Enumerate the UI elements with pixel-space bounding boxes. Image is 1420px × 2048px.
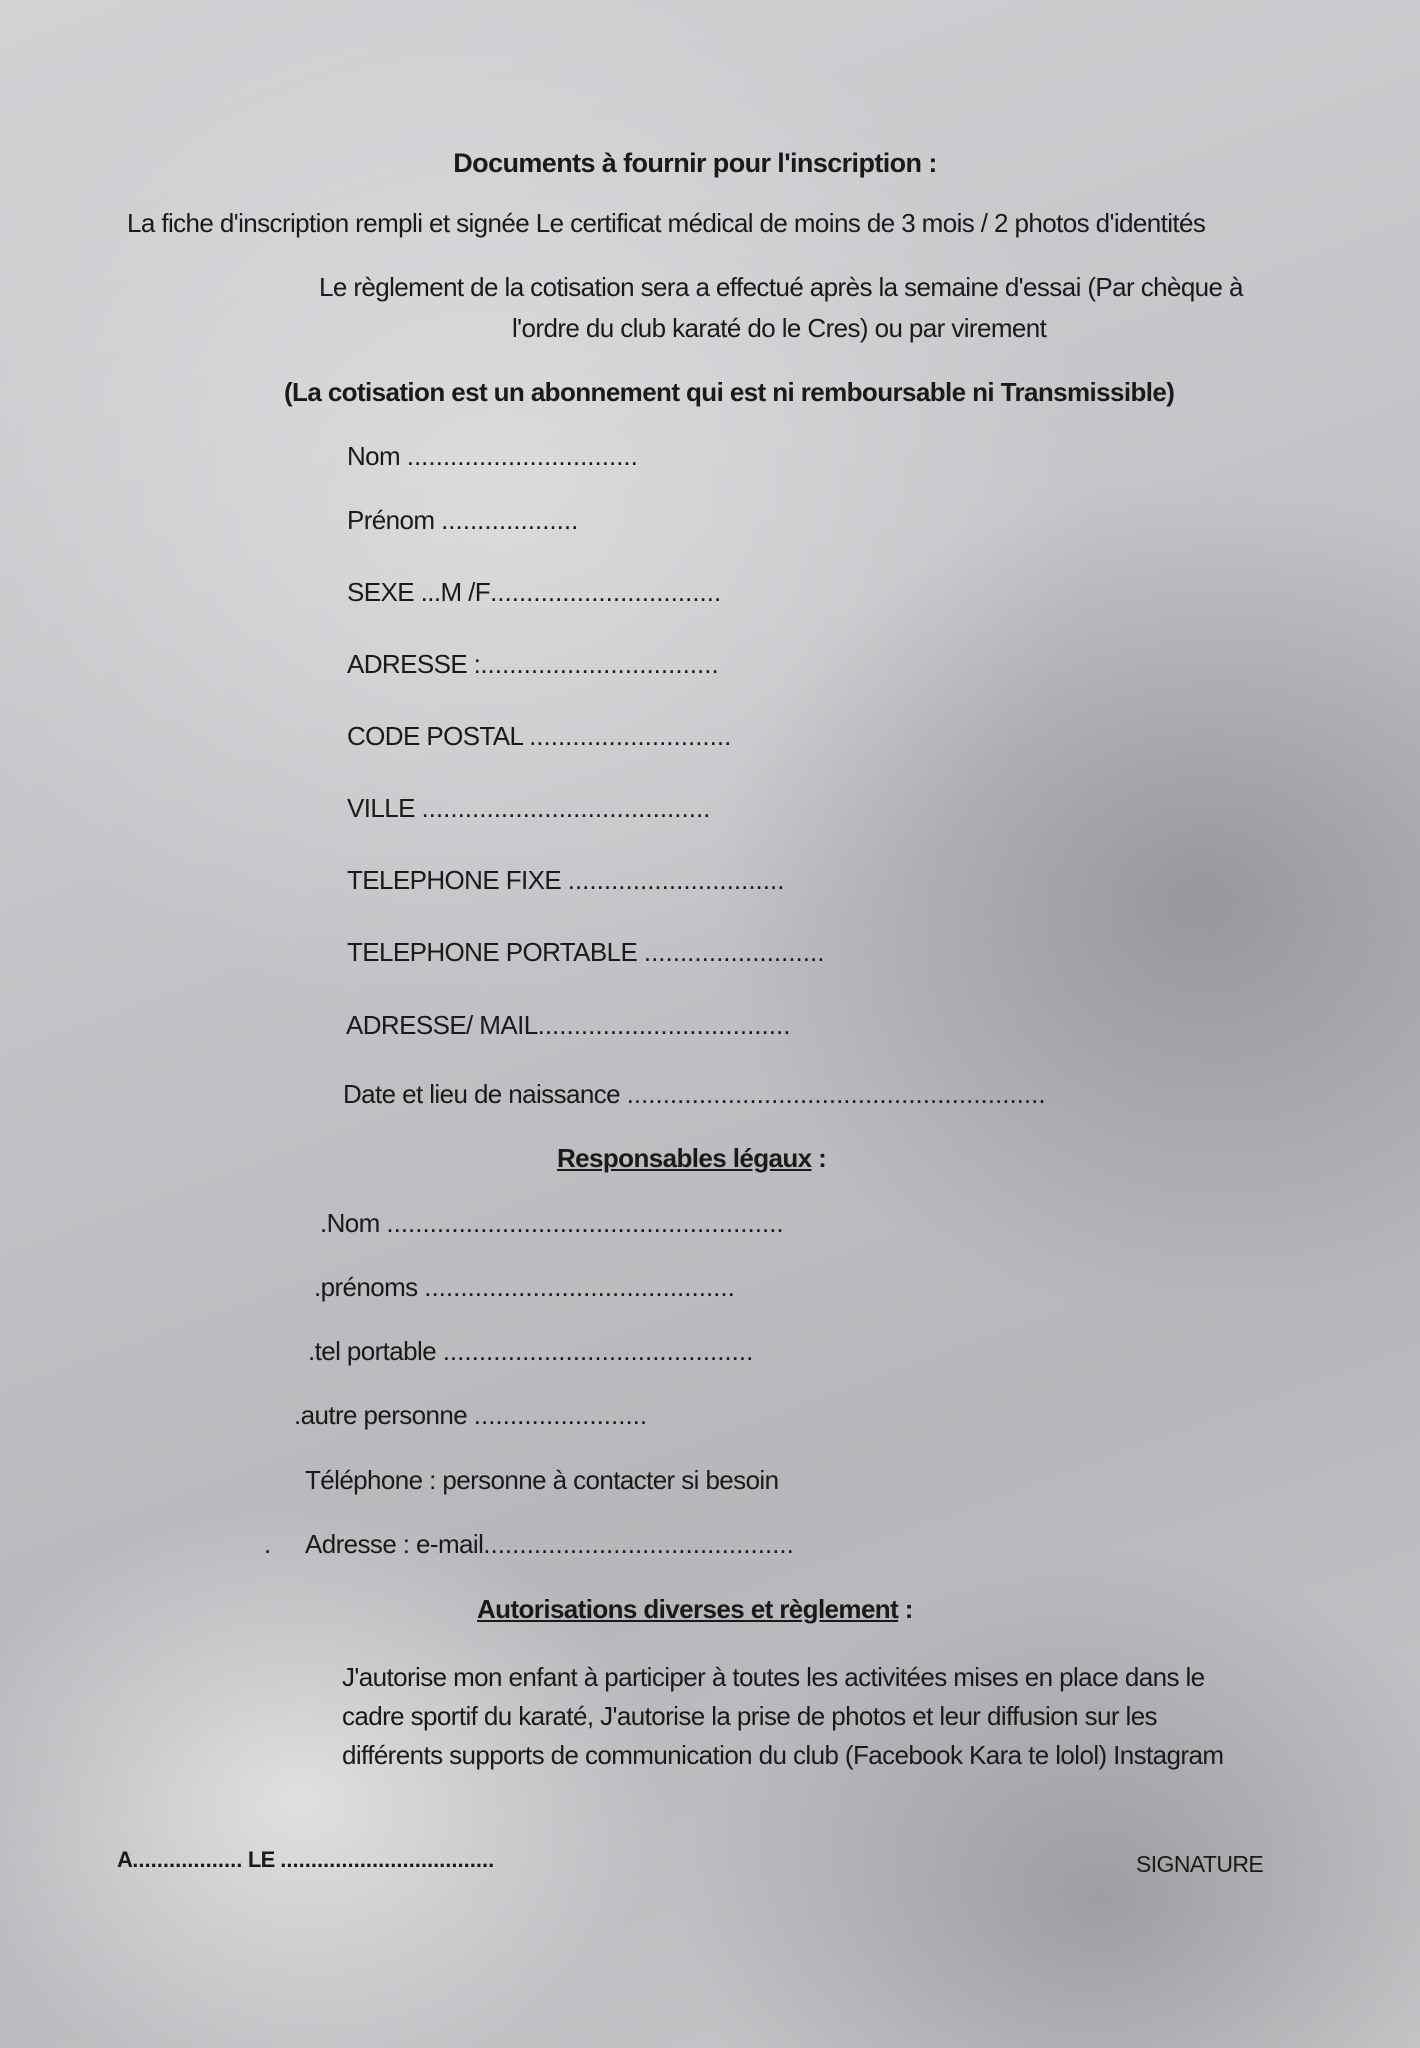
field-prenom — [347, 505, 578, 536]
guardians-heading-text: Responsables légaux — [557, 1143, 812, 1173]
field-label: Téléphone : personne à contacter si besoin — [305, 1465, 779, 1495]
guardians-heading-suffix: : — [811, 1143, 827, 1173]
field-label: Nom — [347, 441, 407, 471]
field-label: VILLE — [347, 793, 422, 823]
field-dots[interactable]: .......................................................... — [626, 1079, 1046, 1109]
guardians-heading — [557, 1143, 826, 1174]
field-adresse-mail — [346, 1010, 790, 1041]
field-dots[interactable]: ......................... — [643, 937, 825, 967]
date-dots[interactable]: ................................... — [280, 1847, 495, 1872]
field-code-postal — [347, 721, 731, 752]
field-telephone-fixe — [347, 865, 784, 896]
guardian-telephone-contact — [305, 1465, 778, 1496]
guardian-prenoms — [314, 1272, 735, 1303]
field-adresse — [347, 649, 719, 680]
guardian-adresse-email — [305, 1529, 794, 1560]
field-dots[interactable]: ........................................... — [483, 1529, 794, 1559]
field-dots[interactable]: ........................................... — [424, 1272, 735, 1302]
field-dots[interactable]: ........................................ — [421, 793, 711, 823]
field-dots[interactable]: ........................................... — [442, 1336, 754, 1366]
field-label: .prénoms — [314, 1272, 425, 1302]
field-label: TELEPHONE FIXE — [347, 865, 568, 895]
guardian-autre-personne — [294, 1400, 647, 1431]
field-label: Adresse : e-mail — [305, 1529, 484, 1559]
field-dots[interactable]: .............................. — [567, 865, 785, 895]
field-nom — [347, 441, 638, 472]
field-dots[interactable]: ................................. — [480, 649, 719, 679]
field-date-lieu-naissance — [343, 1079, 1046, 1110]
field-dots[interactable]: ............................ — [529, 721, 732, 751]
field-dots[interactable]: ....................................................... — [386, 1208, 784, 1238]
field-dots[interactable]: ................................ — [406, 441, 638, 471]
field-label: ADRESSE : — [347, 649, 481, 679]
field-label: .Nom — [320, 1208, 387, 1238]
field-label: .tel portable — [308, 1336, 443, 1366]
date-label: LE — [242, 1847, 281, 1872]
place-date-line — [117, 1847, 494, 1873]
guardian-nom — [320, 1208, 784, 1239]
payment-line-1: Le règlement de la cotisation sera a effectué après la semaine d'essai (Par chèque à — [319, 272, 1243, 302]
guardian-tel-portable — [308, 1336, 753, 1367]
field-sexe — [347, 577, 721, 608]
signature-label: SIGNATURE — [1136, 1851, 1264, 1877]
field-dots[interactable]: ................... — [441, 505, 579, 535]
non-refundable-notice: (La cotisation est un abonnement qui est ni remboursable ni Transmissible) — [284, 377, 1175, 407]
payment-line-2: l'ordre du club karaté do le Cres) ou par virement — [512, 313, 1047, 343]
field-dots[interactable]: ................................ — [490, 577, 722, 607]
field-label: SEXE ...M /F — [347, 577, 491, 607]
authorizations-heading-text: Autorisations diverses et règlement — [477, 1594, 899, 1624]
field-dots[interactable]: ................................... — [537, 1010, 791, 1040]
authorization-line-3: différents supports de communication du club (Facebook Kara te lolol) Instagram — [342, 1740, 1224, 1770]
field-label: ADRESSE/ MAIL — [346, 1010, 538, 1040]
documents-list: La fiche d'inscription rempli et signée Le certificat médical de moins de 3 mois / 2 photos d'identités — [127, 208, 1206, 238]
field-dots[interactable]: ........................ — [473, 1400, 648, 1430]
field-label: Date et lieu de naissance — [343, 1079, 627, 1109]
field-ville — [347, 793, 710, 824]
field-label: TELEPHONE PORTABLE — [347, 937, 644, 967]
field-telephone-portable — [347, 937, 824, 968]
field-label: CODE POSTAL — [347, 721, 530, 751]
guardian-bullet: . — [264, 1529, 271, 1559]
documents-title: Documents à fournir pour l'inscription : — [453, 148, 937, 178]
authorization-line-1: J'autorise mon enfant à participer à toutes les activitées mises en place dans le — [342, 1662, 1205, 1692]
place-dots[interactable]: .................. — [132, 1847, 243, 1872]
field-label: Prénom — [347, 505, 442, 535]
authorizations-heading-suffix: : — [898, 1594, 913, 1624]
authorizations-heading — [477, 1594, 913, 1625]
place-label: A — [117, 1847, 133, 1872]
authorization-line-2: cadre sportif du karaté, J'autorise la prise de photos et leur diffusion sur les — [342, 1701, 1157, 1731]
field-label: .autre personne — [294, 1400, 474, 1430]
